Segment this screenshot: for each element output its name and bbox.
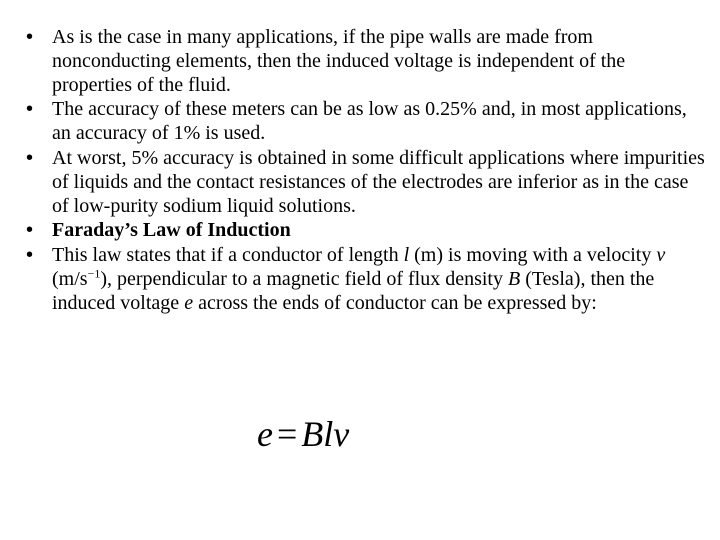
bullet-marker: • <box>26 98 34 121</box>
bullet-item-pipe-walls <box>25 26 705 97</box>
bullet-list <box>25 26 705 317</box>
induced-voltage-equation <box>257 410 349 458</box>
section-heading: Faraday’s Law of Induction <box>52 219 291 242</box>
bullet-marker: • <box>26 219 34 242</box>
bullet-item-worst-accuracy <box>25 147 705 218</box>
bullet-item-accuracy <box>25 98 705 146</box>
law-text-part: (Tesla), then the induced voltage <box>52 267 655 314</box>
equation-rhs: Blv <box>301 414 350 454</box>
variable-velocity: v <box>656 244 666 267</box>
bullet-text: The accuracy of these meters can be as low as 0.25% and, in most applications, an accuracy of 1% is used. <box>52 98 687 145</box>
bullet-item-faraday-heading <box>25 219 705 243</box>
bullet-text: As is the case in many applications, if the pipe walls are made from nonconducting elements, then the induced voltage is independent of the properties of the fluid. <box>52 26 626 96</box>
law-text-part: (m/s <box>52 267 88 290</box>
equation-sign: = <box>276 414 298 454</box>
bullet-marker: • <box>26 244 34 267</box>
bullet-marker: • <box>26 146 34 169</box>
variable-length: l <box>403 244 410 267</box>
variable-flux-density: B <box>507 267 521 290</box>
unit-exponent: −1 <box>87 266 101 281</box>
equation-lhs: e <box>257 414 273 454</box>
variable-voltage: e <box>184 291 194 314</box>
law-text-part: ), perpendicular to a magnetic field of flux density <box>100 267 508 290</box>
law-text-part: (m) is moving with a velocity <box>409 244 657 267</box>
law-text-part: across the ends of conductor can be expressed by: <box>193 291 597 314</box>
bullet-marker: • <box>26 26 34 48</box>
bullet-item-law-statement <box>25 244 705 315</box>
law-text-part: This law states that if a conductor of length <box>52 244 404 267</box>
bullet-text: At worst, 5% accuracy is obtained in some difficult applications where impurities of liquids and the contact resistances of the electrodes are inferior as in the case of low-purity sodium liquid solutions. <box>52 146 705 217</box>
